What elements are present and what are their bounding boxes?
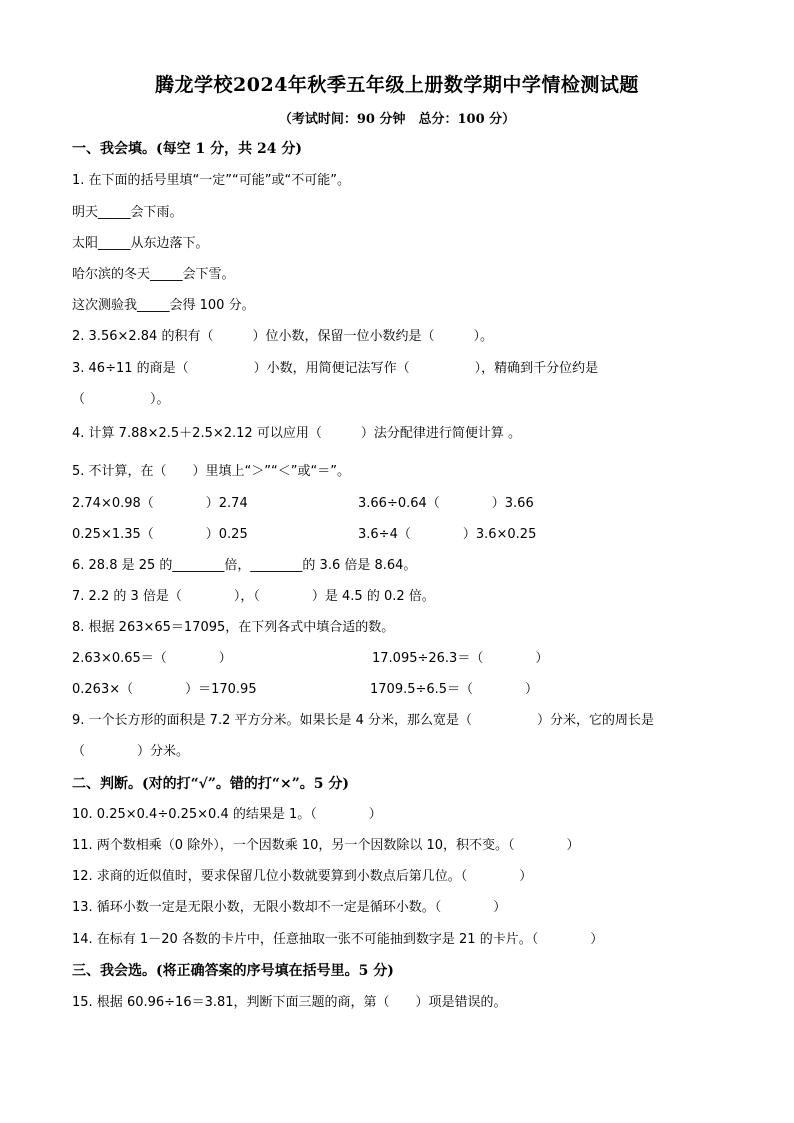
question-8-item-b1: 0.263×（ ）＝170.95 xyxy=(72,682,257,697)
question-1: 1. 在下面的括号里填“一定”“可能”或“不可能”。 xyxy=(72,173,350,188)
question-1-item-d: 这次测验我_____会得 100 分。 xyxy=(72,298,255,313)
question-10: 10. 0.25×0.4÷0.25×0.4 的结果是 1。（ ） xyxy=(72,807,382,822)
question-13: 13. 循环小数一定是无限小数，无限小数却不一定是循环小数。（ ） xyxy=(72,900,507,915)
question-12: 12. 求商的近似值时，要求保留几位小数就要算到小数点后第几位。（ ） xyxy=(72,869,533,884)
question-15: 15. 根据 60.96÷16＝3.81，判断下面三题的商，第（ ）项是错误的。 xyxy=(72,995,507,1010)
question-9-cont: （ ）分米。 xyxy=(72,744,190,759)
question-8-row-2 xyxy=(72,681,632,699)
question-1-item-b: 太阳_____从东边落下。 xyxy=(72,236,209,251)
question-8-row-1 xyxy=(72,650,632,668)
question-5-item-b1: 0.25×1.35（ ）0.25 xyxy=(72,527,248,542)
question-5-item-b2: 3.6÷4（ ）3.6×0.25 xyxy=(358,527,537,542)
question-2: 2. 3.56×2.84 的积有（ ）位小数，保留一位小数约是（ ）。 xyxy=(72,329,493,344)
question-1-item-a: 明天_____会下雨。 xyxy=(72,205,183,220)
question-11: 11. 两个数相乘（0 除外），一个因数乘 10，另一个因数除以 10，积不变。（ ） xyxy=(72,838,580,853)
question-5-row-2 xyxy=(72,526,632,544)
question-14: 14. 在标有 1－20 各数的卡片中，任意抽取一张不可能抽到数字是 21 的卡片。（ ） xyxy=(72,932,604,947)
question-8: 8. 根据 263×65＝17095，在下列各式中填合适的数。 xyxy=(72,620,395,635)
question-6: 6. 28.8 是 25 的________倍，________的 3.6 倍是 8.64。 xyxy=(72,558,417,573)
question-5: 5. 不计算，在（ ）里填上“＞”“＜”或“＝”。 xyxy=(72,464,350,479)
section-heading-fill: 一、我会填。(每空 1 分，共 24 分) xyxy=(72,141,302,157)
question-4: 4. 计算 7.88×2.5＋2.5×2.12 可以应用（ ）法分配律进行简便计算 。 xyxy=(72,426,521,441)
question-5-item-a2: 3.66÷0.64（ ）3.66 xyxy=(358,496,534,511)
section-heading-choice: 三、我会选。(将正确答案的序号填在括号里。5 分) xyxy=(72,963,394,979)
question-1-item-c: 哈尔滨的冬天_____会下雪。 xyxy=(72,267,235,282)
exam-title: 腾龙学校2024年秋季五年级上册数学期中学情检测试题 xyxy=(155,74,639,96)
question-8-item-b2: 1709.5÷6.5＝（ ） xyxy=(370,682,539,697)
question-3: 3. 46÷11 的商是（ ）小数，用简便记法写作（ ），精确到千分位约是 xyxy=(72,361,599,376)
exam-subtitle: （考试时间：90 分钟 总分：100 分） xyxy=(278,112,516,127)
question-7: 7. 2.2 的 3 倍是（ ），（ ）是 4.5 的 0.2 倍。 xyxy=(72,589,435,604)
question-3-cont: （ ）。 xyxy=(72,392,170,407)
question-8-item-a2: 17.095÷26.3＝（ ） xyxy=(372,651,549,666)
question-9: 9. 一个长方形的面积是 7.2 平方分米。如果长是 4 分米，那么宽是（ ）分米，它的周长是 xyxy=(72,713,655,728)
question-5-item-a1: 2.74×0.98（ ）2.74 xyxy=(72,496,248,511)
question-5-row-1 xyxy=(72,495,632,513)
section-heading-judge: 二、判断。(对的打“√”。错的打“×”。5 分) xyxy=(72,776,350,792)
question-8-item-a1: 2.63×0.65＝（ ） xyxy=(72,651,232,666)
